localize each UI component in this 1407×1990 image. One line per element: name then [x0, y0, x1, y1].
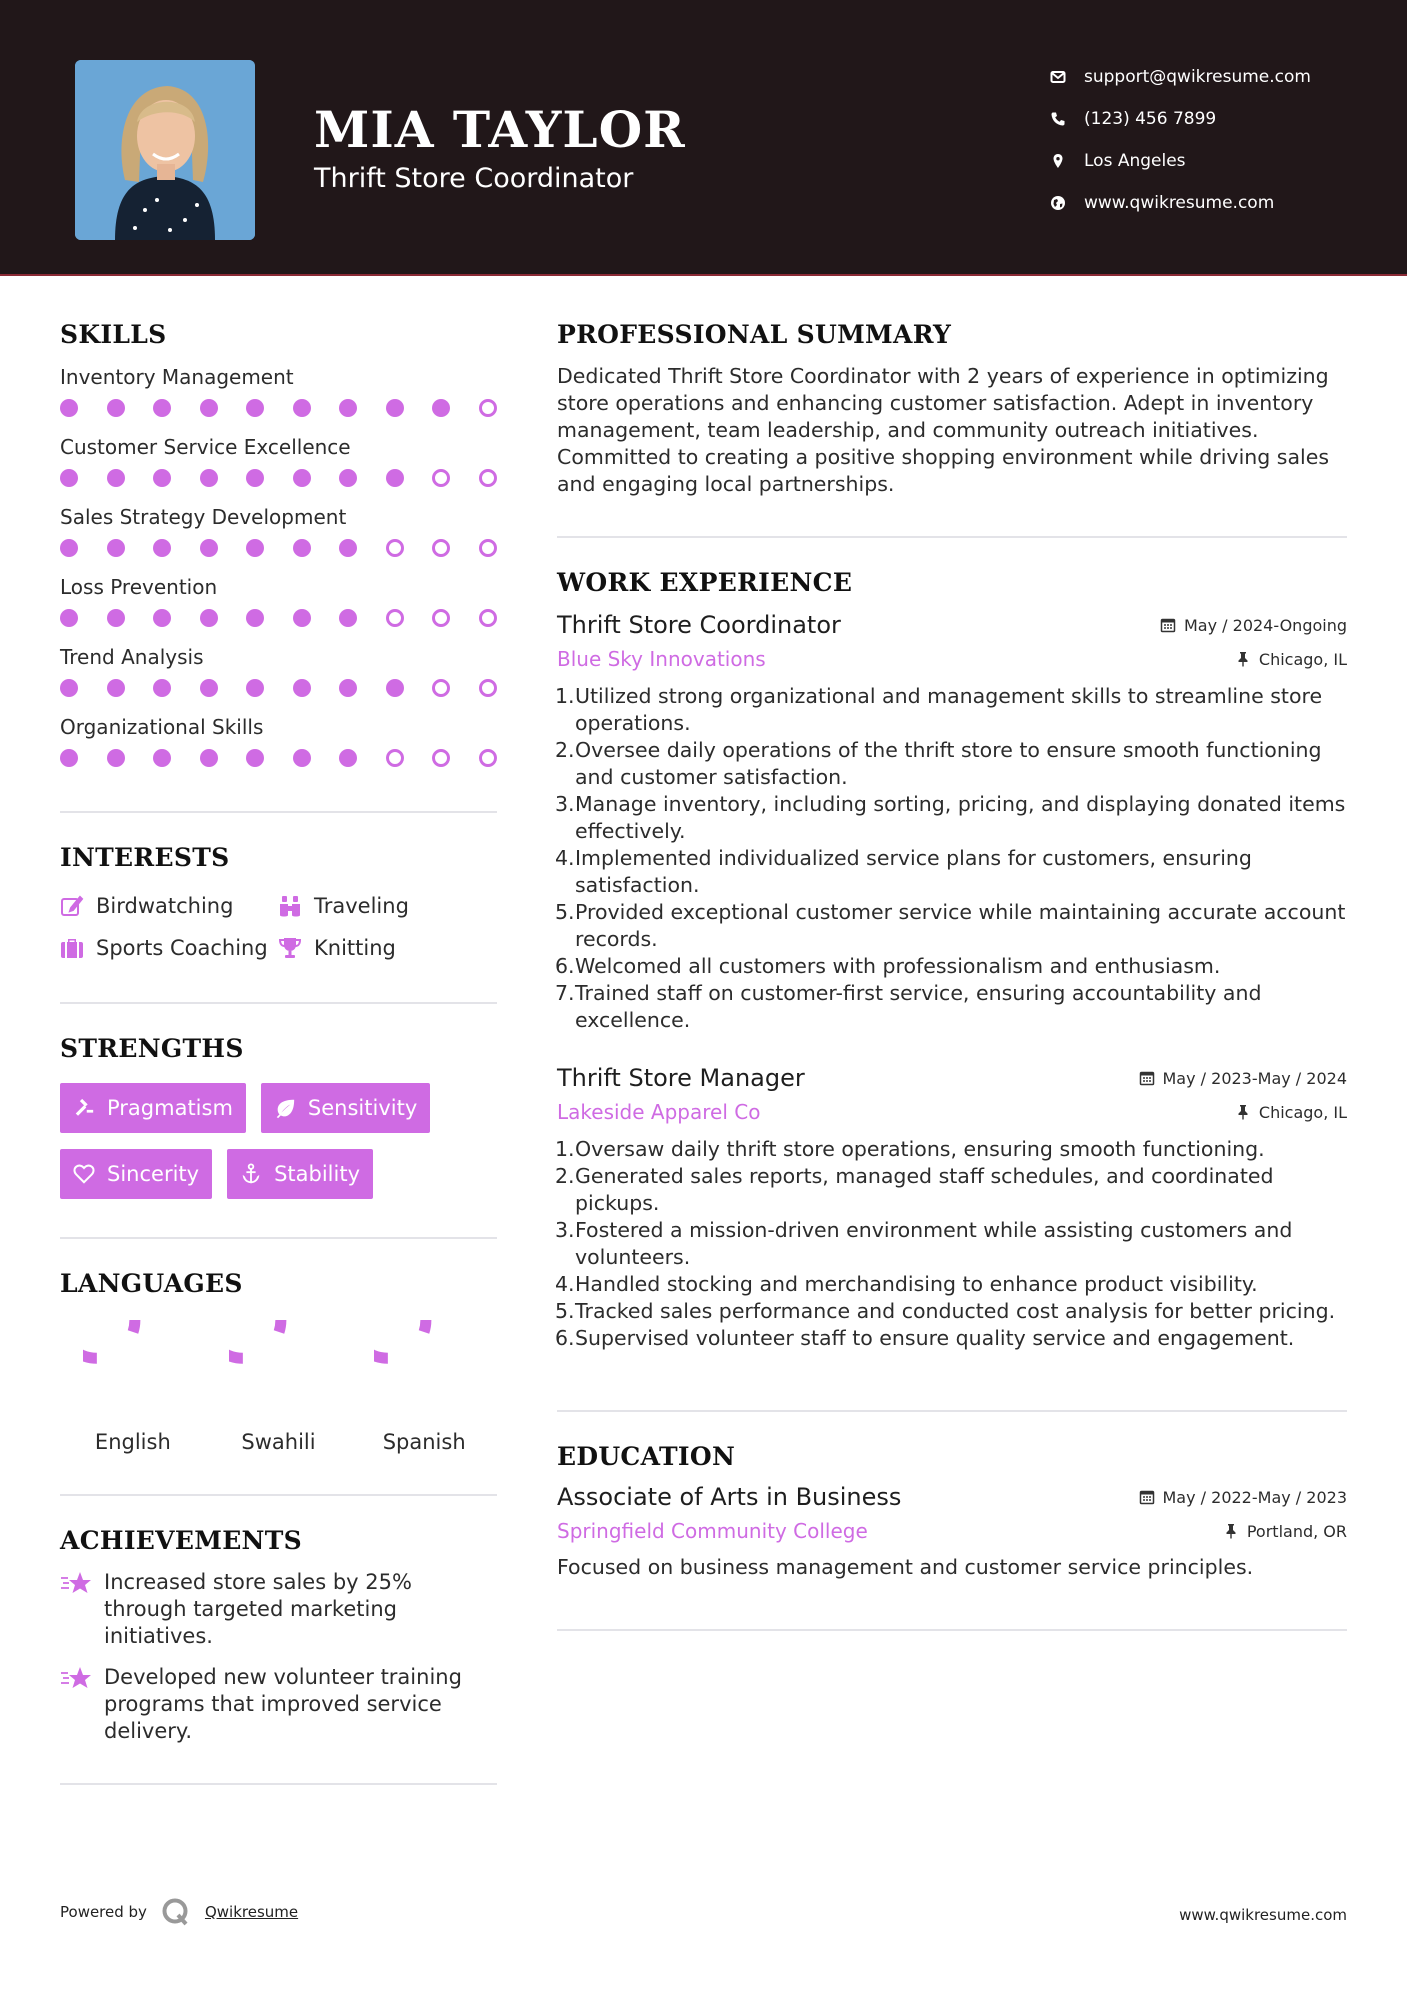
rating-dot-empty [432, 679, 450, 697]
anchor-icon [240, 1163, 262, 1185]
heart-icon [73, 1163, 95, 1185]
education-location [1223, 1522, 1347, 1541]
language-name: English [94, 1430, 171, 1454]
rating-dot-filled [107, 469, 125, 487]
language-level-gauge [83, 1320, 183, 1420]
experience-heading: WORK EXPERIENCE [557, 568, 853, 597]
globe-icon [1050, 195, 1084, 211]
language-item [60, 1320, 206, 1454]
skill-name: Sales Strategy Development [60, 505, 347, 529]
binoculars-icon [278, 894, 302, 918]
star-icon [60, 1570, 94, 1598]
job-entry [557, 1064, 1347, 1352]
strengths-heading: STRENGTHS [60, 1034, 244, 1063]
pushpin-icon [1235, 1104, 1251, 1120]
profile-photo-illustration [75, 60, 255, 240]
qwikresume-link[interactable]: Qwikresume [204, 1903, 299, 1921]
section-divider [557, 1410, 1347, 1412]
rating-dot-filled [60, 679, 78, 697]
rating-dot-filled [339, 539, 357, 557]
rating-dot-filled [293, 399, 311, 417]
rating-dot-empty [432, 539, 450, 557]
candidate-title: Thrift Store Coordinator [314, 163, 634, 194]
rating-dot-filled [293, 679, 311, 697]
achievement-text: Increased store sales by 25% through targeted marketing initiatives. [104, 1570, 412, 1648]
interests-heading: INTERESTS [60, 843, 230, 872]
rating-dot-filled [246, 399, 264, 417]
rating-dot-filled [200, 679, 218, 697]
strength-chip [261, 1083, 430, 1133]
rating-dot-filled [153, 399, 171, 417]
summary-text: Dedicated Thrift Store Coordinator with 2 years of experience in optimizing store operations and enhancing customer satisfaction. Adept in inventory management, team leadership, and community outreach initiatives. Committed to creating a positive shopping environment while driving sales and engaging local partnerships. [557, 364, 1330, 496]
rating-dot-filled [432, 399, 450, 417]
rating-dot-filled [153, 609, 171, 627]
language-level-gauge [229, 1320, 329, 1420]
language-level-arc [229, 1320, 281, 1358]
rating-dot-filled [246, 539, 264, 557]
footer-url[interactable]: www.qwikresume.com [1179, 1906, 1347, 1924]
profile-photo [75, 60, 255, 240]
strength-chip [60, 1149, 212, 1199]
qwikresume-logo-icon [161, 1897, 191, 1927]
skill-name: Customer Service Excellence [60, 435, 351, 459]
skill-name: Inventory Management [60, 365, 294, 389]
contact-location [1050, 140, 1380, 182]
job-date [1139, 1069, 1348, 1088]
section-divider [557, 1629, 1347, 1631]
pushpin-icon [1235, 651, 1251, 667]
job-bullet: Trained staff on customer-first service, ensuring accountability and excellence. [575, 981, 1262, 1032]
rating-dot-filled [293, 539, 311, 557]
rating-dot-filled [200, 609, 218, 627]
job-bullet: Oversaw daily thrift store operations, ensuring smooth functioning. [575, 1137, 1265, 1161]
skill-rating [60, 609, 497, 629]
rating-dot-filled [293, 469, 311, 487]
languages-heading: LANGUAGES [60, 1269, 243, 1298]
achievement-text: Developed new volunteer training programs that improved service delivery. [104, 1665, 462, 1743]
rating-dot-empty [479, 679, 497, 697]
rating-dot-filled [293, 609, 311, 627]
skill-item [60, 433, 497, 489]
job-bullet: Welcomed all customers with professionalism and enthusiasm. [575, 954, 1221, 978]
degree-title: Associate of Arts in Business [557, 1483, 902, 1511]
education-description: Focused on business management and customer service principles. [557, 1555, 1254, 1579]
company-name: Blue Sky Innovations [557, 647, 766, 671]
calendar-icon [1160, 617, 1176, 633]
rating-dot-filled [60, 399, 78, 417]
job-location-text: Chicago, IL [1258, 649, 1347, 669]
contact-phone-text: (123) 456 7899 [1084, 109, 1217, 129]
job-bullet: Generated sales reports, managed staff schedules, and coordinated pickups. [575, 1164, 1274, 1215]
rating-dot-filled [200, 469, 218, 487]
pencil-square-icon [60, 894, 84, 918]
rating-dot-filled [200, 539, 218, 557]
rating-dot-filled [153, 539, 171, 557]
interest-label: Birdwatching [96, 894, 234, 918]
rating-dot-filled [339, 679, 357, 697]
contact-website[interactable] [1050, 182, 1380, 224]
section-divider [557, 536, 1347, 538]
rating-dot-filled [386, 469, 404, 487]
skill-name: Organizational Skills [60, 715, 264, 739]
skill-rating [60, 399, 497, 419]
job-bullet: Provided exceptional customer service while maintaining accurate account records. [575, 900, 1346, 951]
achievement-item [60, 1664, 497, 1745]
skill-rating [60, 679, 497, 699]
skill-item [60, 713, 497, 769]
job-bullets [557, 683, 1347, 1034]
left-column [60, 320, 497, 1785]
skill-rating [60, 469, 497, 489]
rating-dot-filled [153, 469, 171, 487]
achievements-heading: ACHIEVEMENTS [60, 1526, 302, 1555]
rating-dot-filled [107, 749, 125, 767]
contact-website-text: www.qwikresume.com [1084, 193, 1275, 213]
job-entry [557, 611, 1347, 1034]
education-location-text: Portland, OR [1246, 1521, 1347, 1541]
skill-rating [60, 539, 497, 559]
section-divider [60, 1783, 497, 1785]
rating-dot-empty [479, 399, 497, 417]
skill-name: Loss Prevention [60, 575, 218, 599]
section-divider [60, 1002, 497, 1004]
job-date-text: May / 2023-May / 2024 [1162, 1068, 1347, 1088]
star-icon [60, 1665, 94, 1693]
interest-item [60, 894, 278, 918]
rating-dot-filled [386, 679, 404, 697]
company-name: Lakeside Apparel Co [557, 1100, 761, 1124]
contact-email-text: support@qwikresume.com [1084, 67, 1311, 87]
job-date-text: May / 2024-Ongoing [1184, 615, 1347, 635]
map-pin-icon [1050, 153, 1084, 169]
job-bullet: Oversee daily operations of the thrift store to ensure smooth functioning and customer satisfaction. [575, 738, 1322, 789]
strength-label: Sensitivity [307, 1096, 418, 1120]
rating-dot-filled [339, 749, 357, 767]
job-bullet: Implemented individualized service plans for customers, ensuring satisfaction. [575, 846, 1252, 897]
right-column [557, 320, 1347, 1631]
rating-dot-filled [153, 679, 171, 697]
skill-item [60, 503, 497, 559]
languages-list [60, 1320, 497, 1454]
rating-dot-empty [386, 749, 404, 767]
experience-list [557, 611, 1347, 1352]
footer-powered-by [60, 1897, 298, 1927]
rating-dot-filled [293, 749, 311, 767]
job-bullet: Manage inventory, including sorting, pricing, and displaying donated items effectively. [575, 792, 1346, 843]
strength-label: Pragmatism [107, 1096, 233, 1120]
powered-by-text: Powered by [60, 1903, 147, 1921]
contact-list [1050, 56, 1380, 224]
interest-item [278, 936, 497, 960]
rating-dot-filled [107, 679, 125, 697]
envelope-icon [1050, 69, 1084, 85]
rating-dot-filled [60, 469, 78, 487]
rating-dot-filled [107, 539, 125, 557]
job-bullet: Tracked sales performance and conducted cost analysis for better pricing. [575, 1299, 1336, 1323]
language-level-gauge [374, 1320, 474, 1420]
interests-list [60, 894, 497, 960]
rating-dot-filled [339, 399, 357, 417]
education-heading: EDUCATION [557, 1442, 736, 1471]
rating-dot-filled [386, 399, 404, 417]
language-level-arc [374, 1320, 426, 1358]
strength-chip [60, 1083, 246, 1133]
rating-dot-filled [246, 679, 264, 697]
calendar-icon [1139, 1070, 1155, 1086]
job-title: Thrift Store Coordinator [557, 611, 841, 639]
section-divider [60, 1494, 497, 1496]
rating-dot-filled [60, 539, 78, 557]
rating-dot-filled [153, 749, 171, 767]
section-divider [60, 1237, 497, 1239]
rating-dot-filled [107, 399, 125, 417]
job-bullet: Handled stocking and merchandising to enhance product visibility. [575, 1272, 1258, 1296]
language-level-arc [83, 1320, 135, 1358]
skill-item [60, 573, 497, 629]
language-item [206, 1320, 352, 1454]
resume-header [0, 0, 1407, 276]
job-date [1160, 616, 1347, 635]
job-bullet: Utilized strong organizational and management skills to streamline store operations. [575, 684, 1323, 735]
education-date-text: May / 2022-May / 2023 [1162, 1487, 1347, 1507]
trophy-icon [278, 936, 302, 960]
candidate-name: MIA TAYLOR [314, 100, 686, 159]
rating-dot-filled [107, 609, 125, 627]
strengths-list [60, 1083, 497, 1199]
pushpin-icon [1223, 1523, 1239, 1539]
leaf-icon [274, 1097, 296, 1119]
strength-label: Sincerity [107, 1162, 200, 1186]
job-title: Thrift Store Manager [557, 1064, 805, 1092]
contact-email[interactable] [1050, 56, 1380, 98]
summary-heading: PROFESSIONAL SUMMARY [557, 320, 952, 349]
rating-dot-empty [479, 609, 497, 627]
interest-label: Traveling [314, 894, 409, 918]
rating-dot-filled [339, 609, 357, 627]
rating-dot-empty [432, 749, 450, 767]
rating-dot-empty [479, 469, 497, 487]
contact-location-text: Los Angeles [1084, 151, 1186, 171]
skill-name: Trend Analysis [60, 645, 204, 669]
skill-item [60, 363, 497, 419]
rating-dot-filled [246, 749, 264, 767]
rating-dot-filled [60, 749, 78, 767]
education-entry [557, 1483, 1347, 1579]
skill-rating [60, 749, 497, 769]
interest-label: Sports Coaching [96, 936, 268, 960]
rating-dot-filled [246, 469, 264, 487]
job-bullet: Fostered a mission-driven environment while assisting customers and volunteers. [575, 1218, 1293, 1269]
section-divider [60, 811, 497, 813]
rating-dot-empty [432, 609, 450, 627]
rating-dot-filled [339, 469, 357, 487]
rating-dot-filled [200, 749, 218, 767]
calendar-icon [1139, 1489, 1155, 1505]
achievement-item [60, 1569, 497, 1650]
rating-dot-filled [60, 609, 78, 627]
skills-list [60, 363, 497, 769]
rating-dot-filled [200, 399, 218, 417]
language-name: Swahili [241, 1430, 316, 1454]
interest-label: Knitting [314, 936, 396, 960]
gavel-icon [73, 1097, 95, 1119]
phone-icon [1050, 111, 1084, 127]
interest-item [60, 936, 278, 960]
job-bullet: Supervised volunteer staff to ensure quality service and engagement. [575, 1326, 1295, 1350]
school-name: Springfield Community College [557, 1519, 868, 1543]
rating-dot-empty [479, 539, 497, 557]
language-item [351, 1320, 497, 1454]
strength-label: Stability [274, 1162, 361, 1186]
job-bullets [557, 1136, 1347, 1352]
skills-heading: SKILLS [60, 320, 167, 349]
education-date [1139, 1488, 1348, 1507]
skill-item [60, 643, 497, 699]
contact-phone[interactable] [1050, 98, 1380, 140]
strength-chip [227, 1149, 373, 1199]
job-location-text: Chicago, IL [1258, 1102, 1347, 1122]
interest-item [278, 894, 497, 918]
rating-dot-empty [479, 749, 497, 767]
rating-dot-empty [432, 469, 450, 487]
rating-dot-empty [386, 609, 404, 627]
suitcase-icon [60, 936, 84, 960]
rating-dot-empty [386, 539, 404, 557]
rating-dot-filled [246, 609, 264, 627]
job-location [1235, 1103, 1347, 1122]
job-location [1235, 650, 1347, 669]
language-name: Spanish [382, 1430, 466, 1454]
